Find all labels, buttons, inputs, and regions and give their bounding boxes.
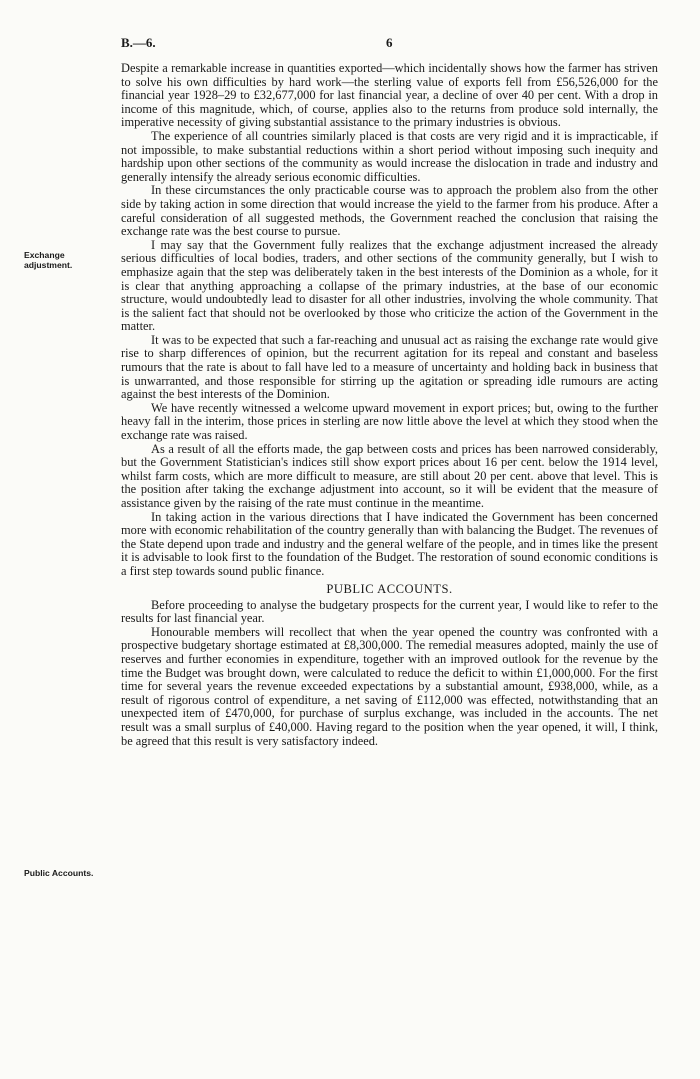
paragraph: As a result of all the efforts made, the gap between costs and prices has been narrowed considerably, but the Government Statistician's indices still show export prices about 16 per cent. below the 1914 level, whilst farm costs, which are more difficult to measure, are still about 20 per cent. above that level. This is the position after taking the exchange adjustment into account, so it will be evident that the measure of assistance given by the raising of the rate must continue in the meantime. — [121, 441, 658, 510]
paragraph: In taking action in the various directions that I have indicated the Government has been concerned more with economic rehabilitation of the country generally than with balancing the Budget. The revenues of the State depend upon trade and industry and the general welfare of the people, and in times like the present it is advisable to look first to the foundation of the Budget. The restoration of sound economic conditions is a first step towards sound public finance. — [121, 509, 658, 578]
margin-note-exchange: Exchange adjustment. — [24, 250, 73, 270]
document-reference: B.—6. — [121, 35, 156, 50]
page-number: 6 — [386, 35, 393, 50]
section-heading: PUBLIC ACCOUNTS. — [326, 581, 453, 596]
page-header — [121, 35, 658, 53]
paragraph: We have recently witnessed a welcome upward movement in export prices; but, owing to the further heavy fall in the interim, those prices in sterling are now little above the level at which they stood when the exchange rate was raised. — [121, 400, 658, 443]
paragraph: Honourable members will recollect that when the year opened the country was confronted with a prospective budgetary shortage estimated at £8,300,000. The remedial measures adopted, mainly the use of reserves and further economies in expenditure, together with an improved outlook for the revenue by the time the Budget was brought down, were calculated to reduce the deficit to within £1,000,000. For the first time for several years the revenue exceeded expectations by a substantial amount, £938,000, while, as a result of rigorous control of expenditure, a net saving of £112,000 was effected, notwithstanding that an unexpected item of £470,000, for purchase of surplus exchange, was included in the accounts. The net result was a small surplus of £40,000. Having regard to the position when the year opened, it will, I think, be agreed that this result is very satisfactory indeed. — [121, 624, 658, 748]
paragraph: It was to be expected that such a far-reaching and unusual act as raising the exchange rate would give rise to sharp differences of opinion, but the recurrent agitation for its repeal and constant and baseless rumours that the rate is about to fall have led to a measure of uncertainty and holding back in business that is unwarranted, and those responsible for stirring up the agitation or spreading idle rumours are acting against the best interests of the Dominion. — [121, 332, 658, 402]
paragraph: I may say that the Government fully realizes that the exchange adjustment increased the already serious difficulties of local bodies, traders, and other sections of the community generally, but I wish to emphasize again that the step was deliberately taken in the best interests of the Dominion as a whole, for it is clear that anything approaching a collapse of the primary industries, at the base of our economic structure, would undoubtedly lead to disaster for all other industries, involving the whole community. That is the salient fact that should not be overlooked by those who criticize the action of the Government in the matter. — [121, 237, 658, 334]
paragraph: Before proceeding to analyse the budgetary prospects for the current year, I would like to refer to the results for last financial year. — [121, 597, 658, 626]
paragraph: In these circumstances the only practicable course was to approach the problem also from the other side by taking action in some direction that would increase the yield to the farmer from his produce. After a careful consideration of all suggested methods, the Government reached the conclusion that raising the exchange rate was the best course to pursue. — [121, 183, 658, 239]
document-body — [121, 62, 658, 748]
paragraph: Despite a remarkable increase in quantities exported—which incidentally shows how the farmer has striven to solve his own difficulties by hard work—the sterling value of exports fell from £56,526,000 for the financial year 1928–29 to £32,677,000 for last financial year, a decline of over 40 per cent. With a drop in income of this magnitude, which, of course, applies also to the returns from produce sold internally, the imperative necessity of giving substantial assistance to the primary industries is obvious. — [121, 61, 658, 130]
paragraph: The experience of all countries similarly placed is that costs are very rigid and it is impracticable, if not impossible, to make substantial reductions within a short period without imposing such inequity and hardship upon other sections of the community as would increase the dislocation in trade and industry and generally intensify the already serious economic difficulties. — [121, 128, 658, 184]
margin-note-public-accounts: Public Accounts. — [24, 868, 94, 878]
